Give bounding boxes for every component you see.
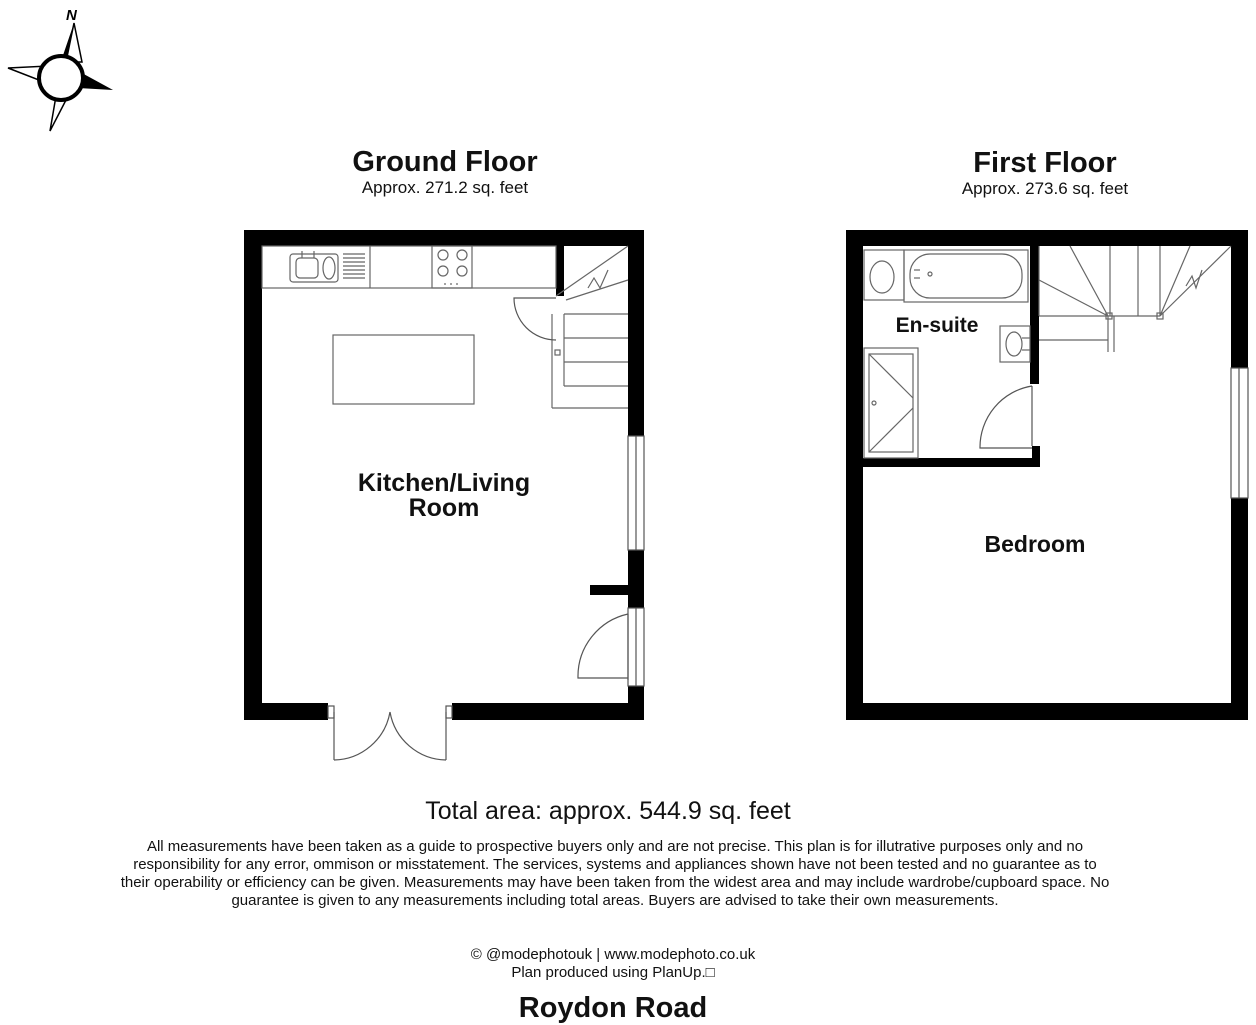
total-area: Total area: approx. 544.9 sq. feet bbox=[425, 797, 791, 825]
window bbox=[628, 436, 644, 550]
kitchen-counter bbox=[262, 246, 556, 288]
first-floor-plan bbox=[846, 230, 1248, 720]
ground-floor-plan bbox=[244, 230, 644, 760]
property-name: Roydon Road bbox=[518, 992, 708, 1024]
entrance-door bbox=[578, 608, 644, 686]
french-doors bbox=[328, 706, 452, 760]
wash-basin bbox=[1000, 326, 1030, 362]
north-label: N bbox=[66, 7, 77, 24]
credits-line-planup: Plan produced using PlanUp.□ bbox=[511, 964, 715, 981]
room-label-kitchen-line2: Room bbox=[408, 494, 480, 522]
first-floor-name: First Floor bbox=[973, 147, 1117, 179]
first-floor-area: Approx. 273.6 sq. feet bbox=[961, 179, 1129, 198]
disclaimer-text: All measurements have been taken as a guide to prospective buyers only and are not precise. This plan is for illutrative purposes only and no responsibility for any error, ommison or misstatement. The services, systems and appliances shown have not been tested and no guarantee as to their operability or efficiency can be given. Measurements may have been taken from the widest area and may include wardrobe/cupboard space. No guarantee is given to any measurements including total areas. Buyers are advised to take their own measurements. bbox=[120, 838, 1110, 909]
bathtub bbox=[904, 250, 1028, 302]
room-label-bedroom: Bedroom bbox=[984, 531, 1086, 557]
ground-floor-name: Ground Floor bbox=[352, 146, 538, 178]
room-label-kitchen-line1: Kitchen/Living bbox=[357, 469, 531, 497]
first-floor-heading bbox=[900, 147, 1190, 199]
ground-floor-area: Approx. 271.2 sq. feet bbox=[361, 178, 529, 197]
door bbox=[514, 298, 556, 340]
compass-rose-icon bbox=[8, 7, 113, 131]
shower-tray bbox=[864, 348, 918, 458]
toilet bbox=[864, 250, 904, 300]
door bbox=[980, 386, 1032, 448]
credits-line-copyright: © @modephotouk | www.modephoto.co.uk bbox=[470, 946, 756, 963]
ground-floor-heading bbox=[300, 146, 590, 198]
room-label-en-suite: En-suite bbox=[895, 314, 979, 337]
credits bbox=[0, 946, 1226, 982]
window bbox=[1231, 368, 1248, 498]
staircase bbox=[1039, 246, 1231, 352]
kitchen-island bbox=[333, 335, 474, 404]
